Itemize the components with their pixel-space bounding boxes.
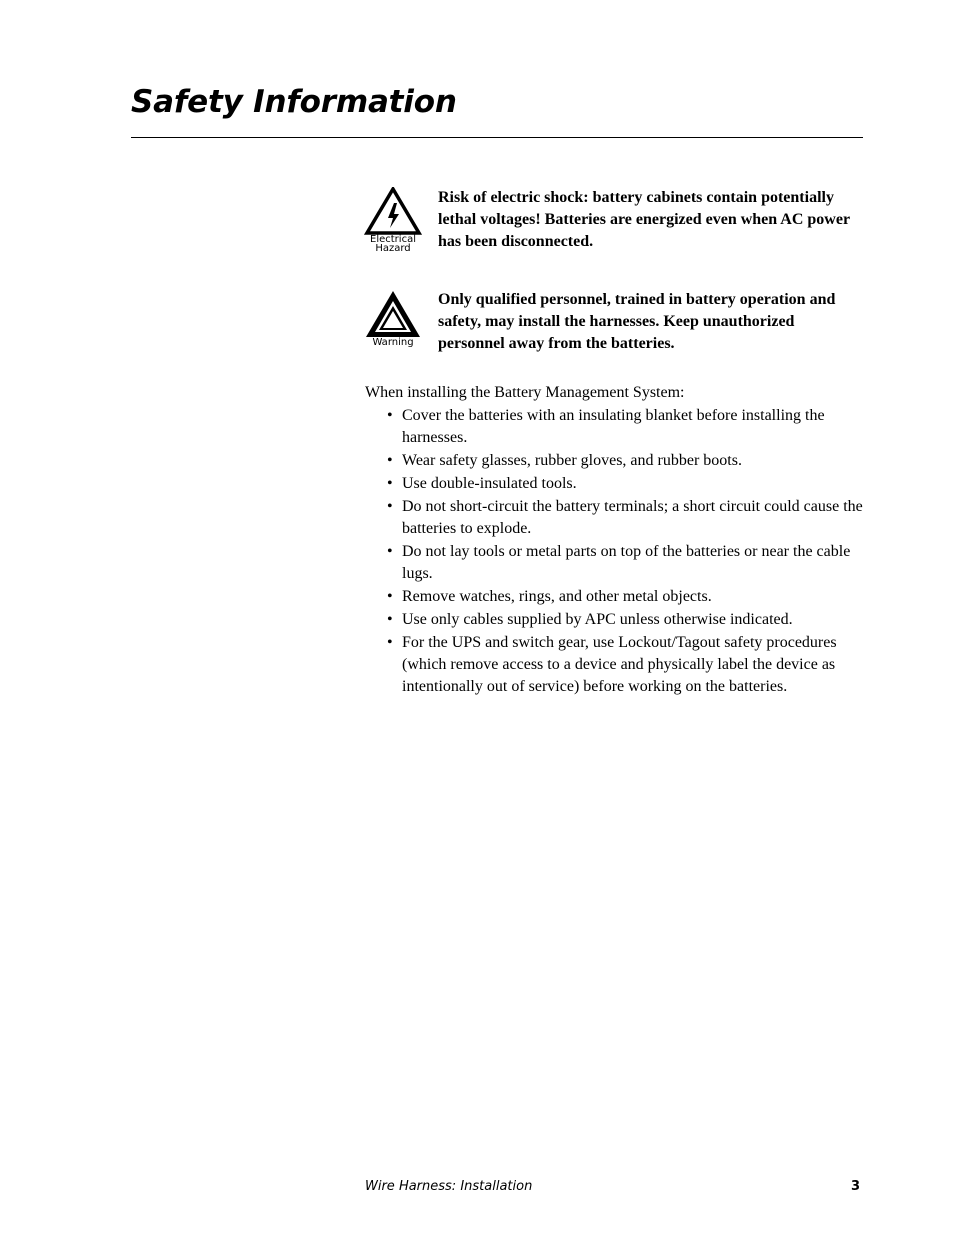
- list-item: • Use double-insulated tools.: [365, 473, 880, 495]
- footer-section-title: Wire Harness: Installation: [365, 1179, 533, 1194]
- list-item: • Cover the batteries with an insulating blanket before installing the harnesses.: [387, 407, 825, 446]
- instructions-intro: When installing the Battery Management System:: [365, 384, 685, 401]
- bullet-icon: •: [387, 498, 393, 515]
- bullet-icon: •: [387, 475, 393, 492]
- installation-instructions: [365, 382, 880, 699]
- list-item: • Remove watches, rings, and other metal objects.: [365, 586, 880, 608]
- list-item: • For the UPS and switch gear, use Lockout/Tagout safety procedures (which remove access to a device and physically label the device as intentionally out of service) before working on the batteries.: [387, 634, 837, 695]
- page-title: Safety Information: [131, 84, 457, 120]
- page-number: 3: [850, 1179, 860, 1194]
- electrical-hazard-icon: [363, 187, 425, 253]
- warning-label: Warning: [372, 337, 414, 348]
- bullet-icon: •: [387, 543, 393, 560]
- list-item: • Do not lay tools or metal parts on top of the batteries or near the cable lugs.: [387, 543, 851, 582]
- warning-text: Only qualified personnel, trained in battery operation and safety, may install the harnesses. Keep unauthorized personnel away from the batteries.: [438, 291, 836, 352]
- safety-bullet-list: [365, 405, 880, 698]
- list-item: • Do not short-circuit the battery terminals; a short circuit could cause the batteries to explode.: [387, 498, 863, 537]
- list-item: • Wear safety glasses, rubber gloves, and rubber boots.: [365, 450, 880, 472]
- bullet-icon: •: [387, 634, 393, 651]
- bullet-icon: •: [387, 611, 393, 628]
- title-divider: [131, 137, 863, 138]
- bullet-icon: •: [387, 407, 393, 424]
- electrical-hazard-label: Electrical Hazard: [370, 234, 416, 254]
- electrical-hazard-text: Risk of electric shock: battery cabinets contain potentially lethal voltages! Batteries are energized even when AC power has been disconnected.: [438, 189, 850, 250]
- page-footer: [365, 1178, 863, 1196]
- bullet-icon: •: [387, 588, 393, 605]
- list-item: • Use only cables supplied by APC unless otherwise indicated.: [365, 609, 880, 631]
- bullet-icon: •: [387, 452, 393, 469]
- warning-icon: [363, 289, 425, 347]
